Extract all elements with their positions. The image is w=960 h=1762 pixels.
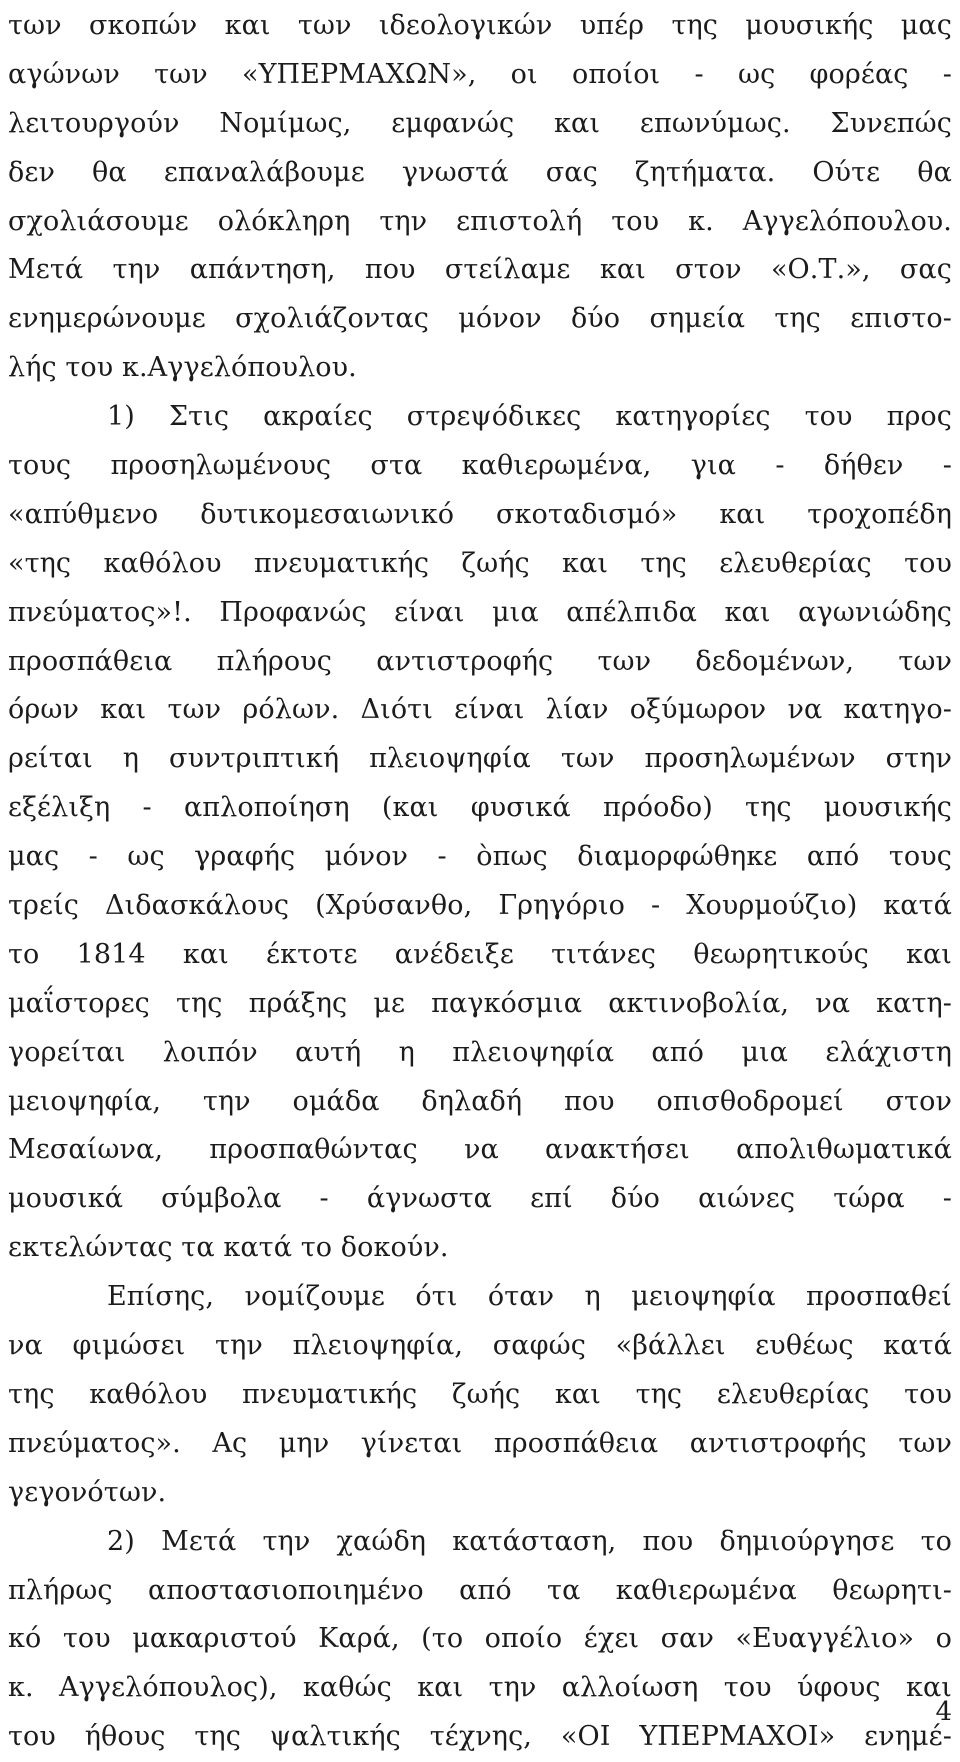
text-line: του ήθους της ψαλτικής τέχνης, «ΟΙ ΥΠΕΡΜΑΧΟΙ» ενημέ-: [8, 1721, 952, 1753]
text-line: ρείται η συντριπτική πλειοψηφία των προσηλωμένων στην: [8, 743, 952, 775]
text-line: «της καθόλου πνευματικής ζωής και της ελευθερίας του: [8, 547, 952, 579]
text-line: προσπάθεια πλήρους αντιστροφής των δεδομένων, των: [8, 645, 952, 677]
text-line: «απύθμενο δυτικομεσαιωνικό σκοταδισμό» και τροχοπέδη: [8, 498, 952, 530]
text-line: των σκοπών και των ιδεολογικών υπέρ της μουσικής μας: [8, 10, 952, 41]
text-line: μουσικά σύμβολα - άγνωστα επί δύο αιώνες τώρα -: [8, 1183, 952, 1215]
text-line: πνεύματος». Ας μην γίνεται προσπάθεια αντιστροφής των: [8, 1427, 952, 1459]
text-line: δεν θα επαναλάβουμε γνωστά σας ζητήματα. Ούτε θα: [8, 156, 952, 188]
text-line: το 1814 και έκτοτε ανέδειξε τιτάνες θεωρητικούς και: [8, 938, 952, 970]
document-page: [8, 2, 952, 1762]
text-line: κό του μακαριστού Καρά, (το οποίο έχει σαν «Ευαγγέλιο» ο: [8, 1623, 952, 1655]
text-line: Μετά την απάντηση, που στείλαμε και στον «Ο.Τ.», σας: [8, 254, 952, 286]
text-line: αγώνων των «ΥΠΕΡΜΑΧΩΝ», οι οποίοι - ως φορέας -: [8, 58, 952, 90]
text-line: να φιμώσει την πλειοψηφία, σαφώς «βάλλει ευθέως κατά: [8, 1330, 952, 1362]
text-line: εξέλιξη - απλοποίηση (και φυσικά πρόοδο) της μουσικής: [8, 792, 952, 824]
page-number: 4: [935, 1697, 952, 1727]
text-line: εκτελώντας τα κατά το δοκούν.: [8, 1232, 449, 1264]
text-line: λειτουργούν Νομίμως, εμφανώς και επωνύμως. Συνεπώς: [8, 107, 952, 139]
text-line: πνεύματος»!. Προφανώς είναι μια απέλπιδα και αγωνιώδης: [8, 596, 952, 628]
text-line: μαΐστορες της πράξης με παγκόσμια ακτινοβολία, να κατη-: [8, 987, 952, 1019]
text-line: λής του κ.Αγγελόπουλου.: [8, 352, 357, 384]
text-line: γορείται λοιπόν αυτή η πλειοψηφία από μια ελάχιστη: [8, 1036, 952, 1068]
text-line: της καθόλου πνευματικής ζωής και της ελευθερίας του: [8, 1378, 952, 1410]
text-line: κ. Αγγελόπουλος), καθώς και την αλλοίωση του ύφους και: [8, 1672, 952, 1704]
text-line: 2) Μετά την χαώδη κατάσταση, που δημιούργησε το: [107, 1525, 952, 1557]
text-line: σχολιάσουμε ολόκληρη την επιστολή του κ. Αγγελόπουλου.: [8, 205, 952, 237]
text-line: όρων και των ρόλων. Διότι είναι λίαν οξύμωρον να κατηγο-: [8, 694, 952, 726]
text-line: Μεσαίωνα, προσπαθώντας να ανακτήσει απολιθωματικά: [8, 1134, 952, 1166]
text-line: πλήρως αποστασιοποιημένο από τα καθιερωμένα θεωρητι-: [8, 1574, 952, 1606]
text-line: Επίσης, νομίζουμε ότι όταν η μειοψηφία προσπαθεί: [107, 1281, 952, 1313]
text-line: ενημερώνουμε σχολιάζοντας μόνον δύο σημεία της επιστο-: [8, 303, 952, 335]
text-line: γεγονότων.: [8, 1476, 167, 1508]
text-line: 1) Στις ακραίες στρεψόδικες κατηγορίες του προς: [107, 401, 952, 433]
text-line: τους προσηλωμένους στα καθιερωμένα, για - δήθεν -: [8, 450, 952, 482]
text-line: μας - ως γραφής μόνον - ὸπως διαμορφώθηκε από τους: [8, 841, 952, 873]
text-line: τρείς Διδασκάλους (Χρύσανθο, Γρηγόριο - Χουρμούζιο) κατά: [8, 890, 952, 922]
text-line: μειοψηφία, την ομάδα δηλαδή που οπισθοδρομεί στον: [8, 1085, 952, 1117]
